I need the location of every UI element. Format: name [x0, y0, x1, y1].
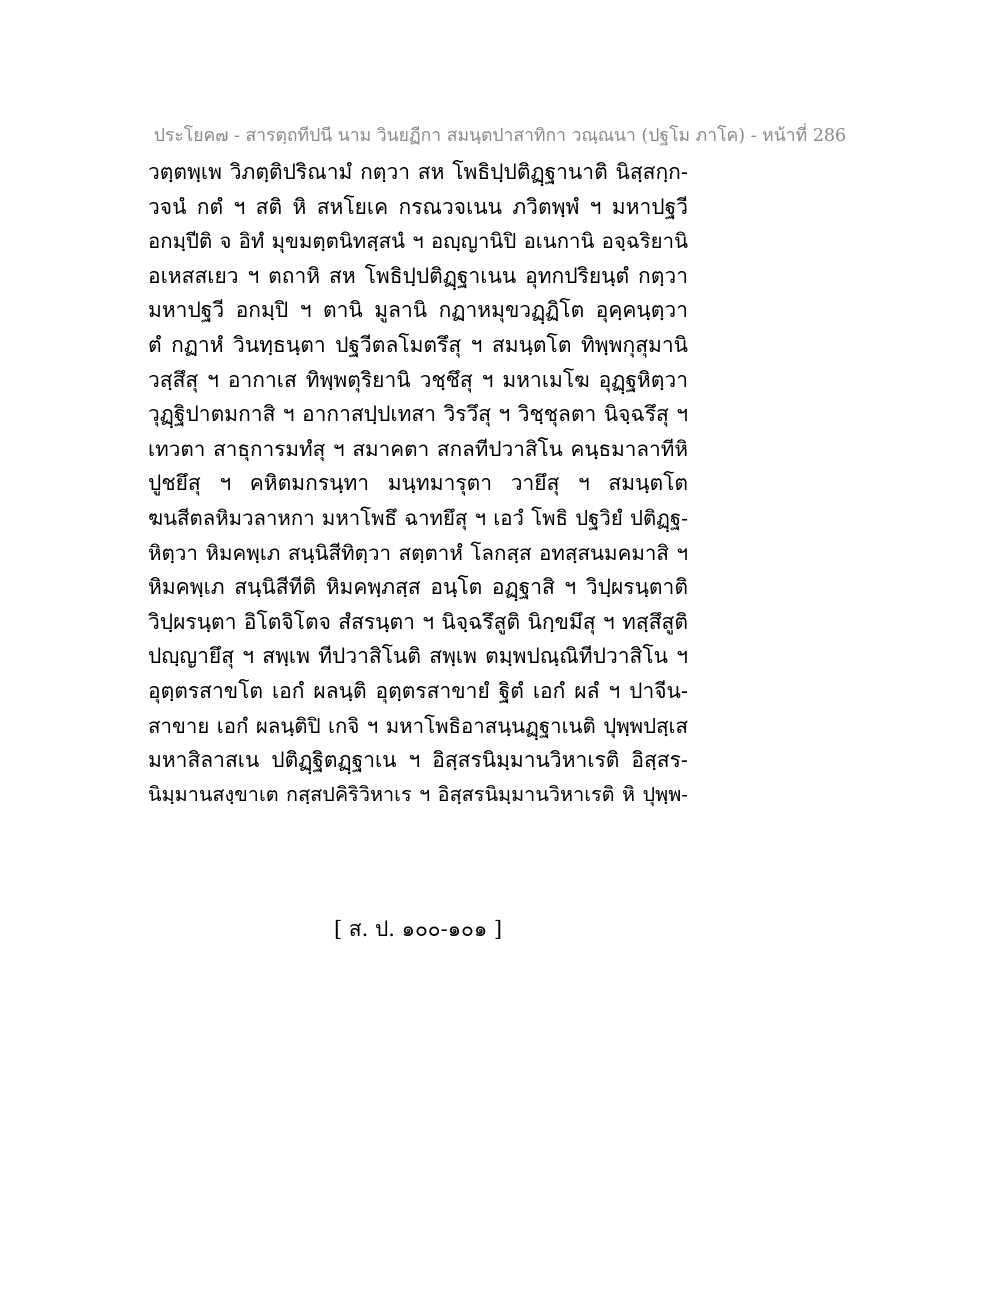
text-line: วิปฺผรนฺตา อิโตจิโตจ สํสรนฺตา ฯ นิจฺฉรึสูติ นิกฺขมึสุ ฯ ทสฺสึสูติ — [148, 609, 688, 634]
text-line: เทวตา สาธุการมทํสุ ฯ สมาคตา สกลทีปวาสิโน คนฺธมาลาทีหิ — [148, 436, 688, 461]
text-line: วจนํ กตํ ฯ สติ หิ สหโยเค กรณวจเนน ภวิตพฺพํ ฯ มหาปฐวี — [148, 194, 688, 219]
text-line: วตฺตพฺเพ วิภตฺติปริณามํ กตฺวา สห โพธิปฺปติฏฺฐานาติ นิสฺสกฺก- — [148, 160, 688, 184]
text-line: มหาสิลาสเน ปติฏฺฐิตฏฺฐาเน ฯ อิสฺสรนิมฺมานวิหาเรติ อิสฺสร- — [148, 748, 688, 773]
text-line: วสฺสึสุ ฯ อากาเส ทิพฺพตุริยานิ วชฺชึสุ ฯ มหาเมโฆ อุฏฺฐหิตฺวา — [148, 367, 688, 392]
page-reference: [ ส. ป. ๑๐๐-๑๐๑ ] — [333, 917, 503, 941]
text-line: ปูชยึสุ ฯ คหิตมกรนฺทา มนฺทมารุตา วายึสุ ฯ สมนฺตโต — [148, 471, 688, 496]
text-line: ปญฺญายึสุ ฯ สพฺเพ ทีปวาสิโนติ สพฺเพ ตมฺพปณฺณิทีปวาสิโน ฯ — [148, 644, 688, 669]
body-text — [148, 155, 688, 812]
text-line: วุฏฺฐิปาตมกาสิ ฯ อากาสปฺปเทสา วิรวึสุ ฯ วิชฺชุลตา นิจฺฉรึสุ ฯ — [148, 402, 688, 427]
text-line: มหาปฐวี อกมฺปิ ฯ ตานิ มูลานิ กฏาหมุขวฏฺฏิโต อุคฺคนฺตฺวา — [148, 298, 688, 323]
text-line: ฆนสีตลหิมวลาหกา มหาโพธึ ฉาทยึสุ ฯ เอวํ โพธิ ปฐวิยํ ปติฏฺฐ- — [148, 505, 688, 530]
text-line: ตํ กฏาหํ วินทฺธนฺตา ปฐวีตลโมตรึสุ ฯ สมนฺตโต ทิพฺพกุสุมานิ — [148, 332, 688, 357]
text-line: อุตฺตรสาขโต เอกํ ผลนฺติ อุตฺตรสาขายํ ฐิตํ เอกํ ผลํ ฯ ปาจีน- — [148, 678, 688, 703]
text-line: หิตฺวา หิมคพฺเภ สนฺนิสีทิตฺวา สตฺตาหํ โลกสฺส อทสฺสนมคมาสิ ฯ — [148, 540, 688, 565]
text-line: อเหสสเยว ฯ ตถาหิ สห โพธิปฺปติฏฺฐาเนน อุทกปริยนฺตํ กตฺวา — [148, 263, 688, 288]
text-line: นิมฺมานสงฺขาเต กสฺสปคิริวิหาเร ฯ อิสฺสรนิมฺมานวิหาเรติ หิ ปุพฺพ- — [148, 782, 688, 806]
text-line: หิมคพฺเภ สนฺนิสีทีติ หิมคพฺภสฺส อนฺโต อฏฺฐาสิ ฯ วิปฺผรนฺตาติ — [148, 575, 688, 600]
text-line: อกมฺปีติ จ อิทํ มุขมตฺตนิทสฺสนํ ฯ อญฺญานิปิ อเนกานิ อจฺฉริยานิ — [148, 229, 688, 254]
running-header: ประโยค๗ - สารตฺถทีปนี นาม วินยฏีกา สมนฺตปาสาทิกา วณฺณนา (ปฐโม ภาโค) - หน้าที่ 286 — [153, 126, 847, 146]
text-line: สาขาย เอกํ ผลนฺติปิ เกจิ ฯ มหาโพธิอาสนฺนฏฺฐาเนติ ปุพฺพปสฺเส — [148, 713, 688, 738]
